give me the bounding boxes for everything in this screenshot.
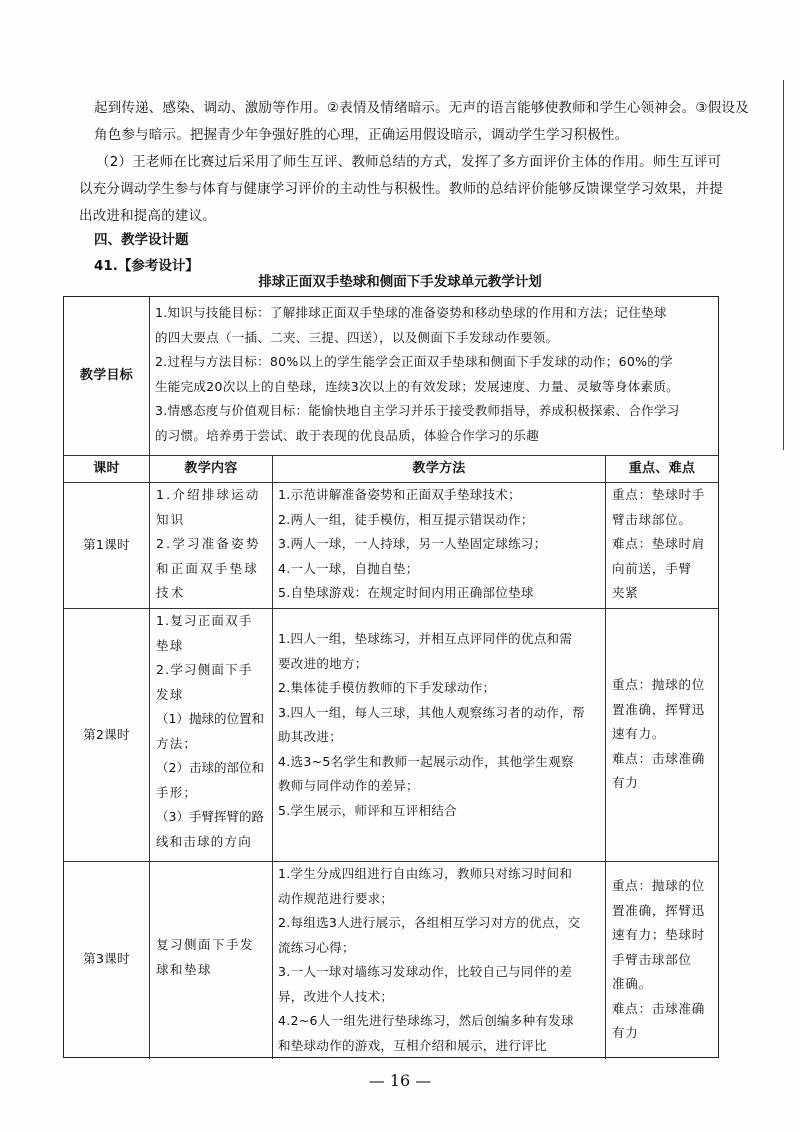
method-line: 流练习心得； — [278, 939, 355, 955]
objective-line: 3.情感态度与价值观目标：能愉快地自主学习并乐于接受教师指导，养成积极探索、合作学习 — [155, 403, 680, 418]
content-line: 和正面双手垫球 — [156, 560, 259, 576]
objective-line: 1.知识与技能目标：了解排球正面双手垫球的准备姿势和移动垫球的作用和方法；记住垫球 — [155, 305, 667, 320]
method-line: 和垫球动作的游戏，互相介绍和展示，进行评比 — [278, 1037, 547, 1053]
objective-line: 生能完成20次以上的自垫球，连续3次以上的有效发球；发展速度、力量、灵敏等身体素质。 — [155, 378, 679, 394]
paragraph-2 — [79, 149, 726, 230]
objective-line: 2.过程与方法目标：80%以上的学生能学会正面双手垫球和侧面下手发球的动作；60%的学 — [155, 354, 673, 369]
method-line: 4.2~6人一组先进行垫球练习，然后创编多种有发球 — [278, 1013, 574, 1028]
method-line: 动作规范进行要求； — [278, 890, 394, 906]
page-number: — 16 — — [368, 1071, 432, 1090]
keypoint-line: 重点：抛球的位 — [612, 878, 706, 893]
content-line: 2.学习准备姿势 — [156, 536, 261, 551]
lesson-1-keypoints — [612, 483, 716, 606]
keypoint-line: 速有力。 — [612, 726, 666, 741]
lesson-3-label: 第3课时 — [83, 951, 130, 967]
content-line: 线和击球的方向 — [156, 833, 252, 849]
keypoint-line: 有力 — [612, 1025, 639, 1040]
header-lesson: 课时 — [93, 460, 120, 476]
objective-line: 的习惯。培养勇于尝试、敢于表现的优良品质，体验合作学习的乐趣 — [155, 427, 540, 443]
content-line: （3）手臂挥臂的路 — [156, 809, 264, 824]
column-divider — [605, 455, 606, 1059]
content-line: 发球 — [156, 686, 184, 702]
paragraph-1 — [94, 95, 749, 149]
content-line: 手形； — [156, 784, 198, 800]
binding-margin-rule — [783, 80, 784, 450]
content-line: 2.学习侧面下手 — [156, 662, 253, 677]
paragraph-line: 以充分调动学生参与体育与健康学习评价的主动性与积极性。教师的总结评价能够反馈课堂学习效果，并提 — [79, 181, 723, 197]
keypoint-line: 难点：垫球时肩 — [612, 536, 706, 551]
objectives-label: 教学目标 — [79, 367, 134, 383]
content-line: 技术 — [156, 585, 186, 600]
method-line: 2.两人一组，徒手模仿，相互提示错误动作； — [278, 511, 534, 527]
content-line: 1.复习正面双手 — [156, 613, 253, 628]
keypoint-line: 置准确，挥臂迅 — [612, 902, 706, 918]
paragraph-line: 出改进和提高的建议。 — [79, 208, 216, 224]
column-divider — [272, 455, 273, 1059]
method-line: 要改进的地方； — [278, 655, 368, 671]
keypoint-line: 置准确，挥臂迅 — [612, 701, 706, 717]
lesson-3-content — [156, 933, 270, 982]
keypoint-line: 重点：抛球的位 — [612, 677, 706, 692]
content-line: 方法； — [156, 735, 198, 751]
method-line: 3.一人一球对墙练习发球动作，比较自己与同伴的差 — [278, 964, 573, 979]
method-line: 4.一人一球，自抛自垫； — [278, 560, 419, 576]
keypoint-line: 难点：击球准确 — [612, 750, 706, 766]
keypoint-line: 夹紧 — [612, 585, 639, 600]
method-line: 3.两人一球，一人持球，另一人垫固定球练习； — [278, 536, 547, 551]
method-line: 异，改进个人技术； — [278, 988, 394, 1004]
lesson-1-method — [278, 483, 604, 606]
question-label: 41.【参考设计】 — [94, 258, 199, 274]
paragraph-line: 起到传递、感染、调动、激励等作用。②表情及情绪暗示。无声的语言能够使教师和学生心领神会。③假设及 — [94, 100, 749, 116]
column-divider — [149, 455, 150, 1059]
teaching-plan-table — [63, 296, 719, 1058]
keypoint-line: 手臂击球部位 — [612, 951, 692, 967]
lesson-2-label: 第2课时 — [83, 726, 130, 742]
method-line: 4.选3~5名学生和教师一起展示动作，其他学生观察 — [278, 753, 574, 769]
lesson-2-method — [278, 627, 604, 823]
header-keypoints: 重点、难点 — [628, 460, 696, 476]
objective-line: 的四大要点（一插、二夹、三提、四送），以及侧面下手发球动作要领。 — [155, 329, 559, 345]
keypoint-line: 重点：垫球时手 — [612, 487, 706, 502]
lesson-3-method — [278, 862, 604, 1058]
method-line: 助其改进； — [278, 729, 343, 744]
paragraph-line: 角色参与暗示。把握青少年争强好胜的心理，正确运用假设暗示，调动学生学习积极性。 — [94, 127, 629, 143]
method-line: 2.集体徒手模仿教师的下手发球动作； — [278, 680, 496, 695]
header-content: 教学内容 — [184, 460, 238, 476]
header-method: 教学方法 — [412, 460, 466, 476]
content-line: 复习侧面下手发 — [156, 937, 255, 952]
content-line: （2）击球的部位和 — [156, 760, 264, 775]
lesson-1-label: 第1课时 — [83, 537, 130, 553]
method-line: 5.自垫球游戏：在规定时间内用正确部位垫球 — [278, 585, 534, 600]
method-line: 教师与同伴动作的差异； — [278, 778, 419, 793]
objectives-text — [155, 301, 715, 448]
lesson-2-content — [156, 609, 270, 854]
content-line: 垫球 — [156, 637, 184, 653]
method-line: 3.四人一组，每人三球，其他人观察练习者的动作，帮 — [278, 704, 585, 720]
keypoint-line: 臂击球部位。 — [612, 511, 692, 527]
method-line: 5.学生展示，师评和互评相结合 — [278, 802, 457, 818]
lesson-3-keypoints — [612, 874, 716, 1046]
table-title: 排球正面双手垫球和侧面下手发球单元教学计划 — [258, 274, 542, 290]
section-heading: 四、教学设计题 — [94, 232, 189, 248]
method-line: 1.四人一组，垫球练习，并相互点评同伴的优点和需 — [278, 631, 573, 646]
lesson-1-content — [156, 483, 270, 606]
paragraph-line: （2）王老师在比赛过后采用了师生互评、教师总结的方式，发挥了多方面评价主体的作用。师生互评可 — [96, 154, 722, 170]
column-divider — [149, 297, 150, 455]
method-line: 2.每组选3人进行展示，各组相互学习对方的优点，交 — [278, 915, 581, 930]
content-line: （1）抛球的位置和 — [156, 711, 264, 726]
content-line: 球和垫球 — [156, 961, 213, 977]
method-line: 1.示范讲解准备姿势和正面双手垫球技术； — [278, 487, 521, 502]
keypoint-line: 速有力；垫球时 — [612, 927, 706, 942]
keypoint-line: 有力 — [612, 775, 639, 790]
lesson-2-keypoints — [612, 673, 716, 796]
content-line: 知识 — [156, 511, 186, 527]
content-line: 1.介绍排球运动 — [156, 487, 261, 502]
method-line: 1.学生分成四组进行自由练习，教师只对练习时间和 — [278, 866, 573, 881]
keypoint-line: 向前送，手臂 — [612, 560, 692, 576]
keypoint-line: 准确。 — [612, 976, 652, 991]
keypoint-line: 难点：击球准确 — [612, 1000, 706, 1016]
